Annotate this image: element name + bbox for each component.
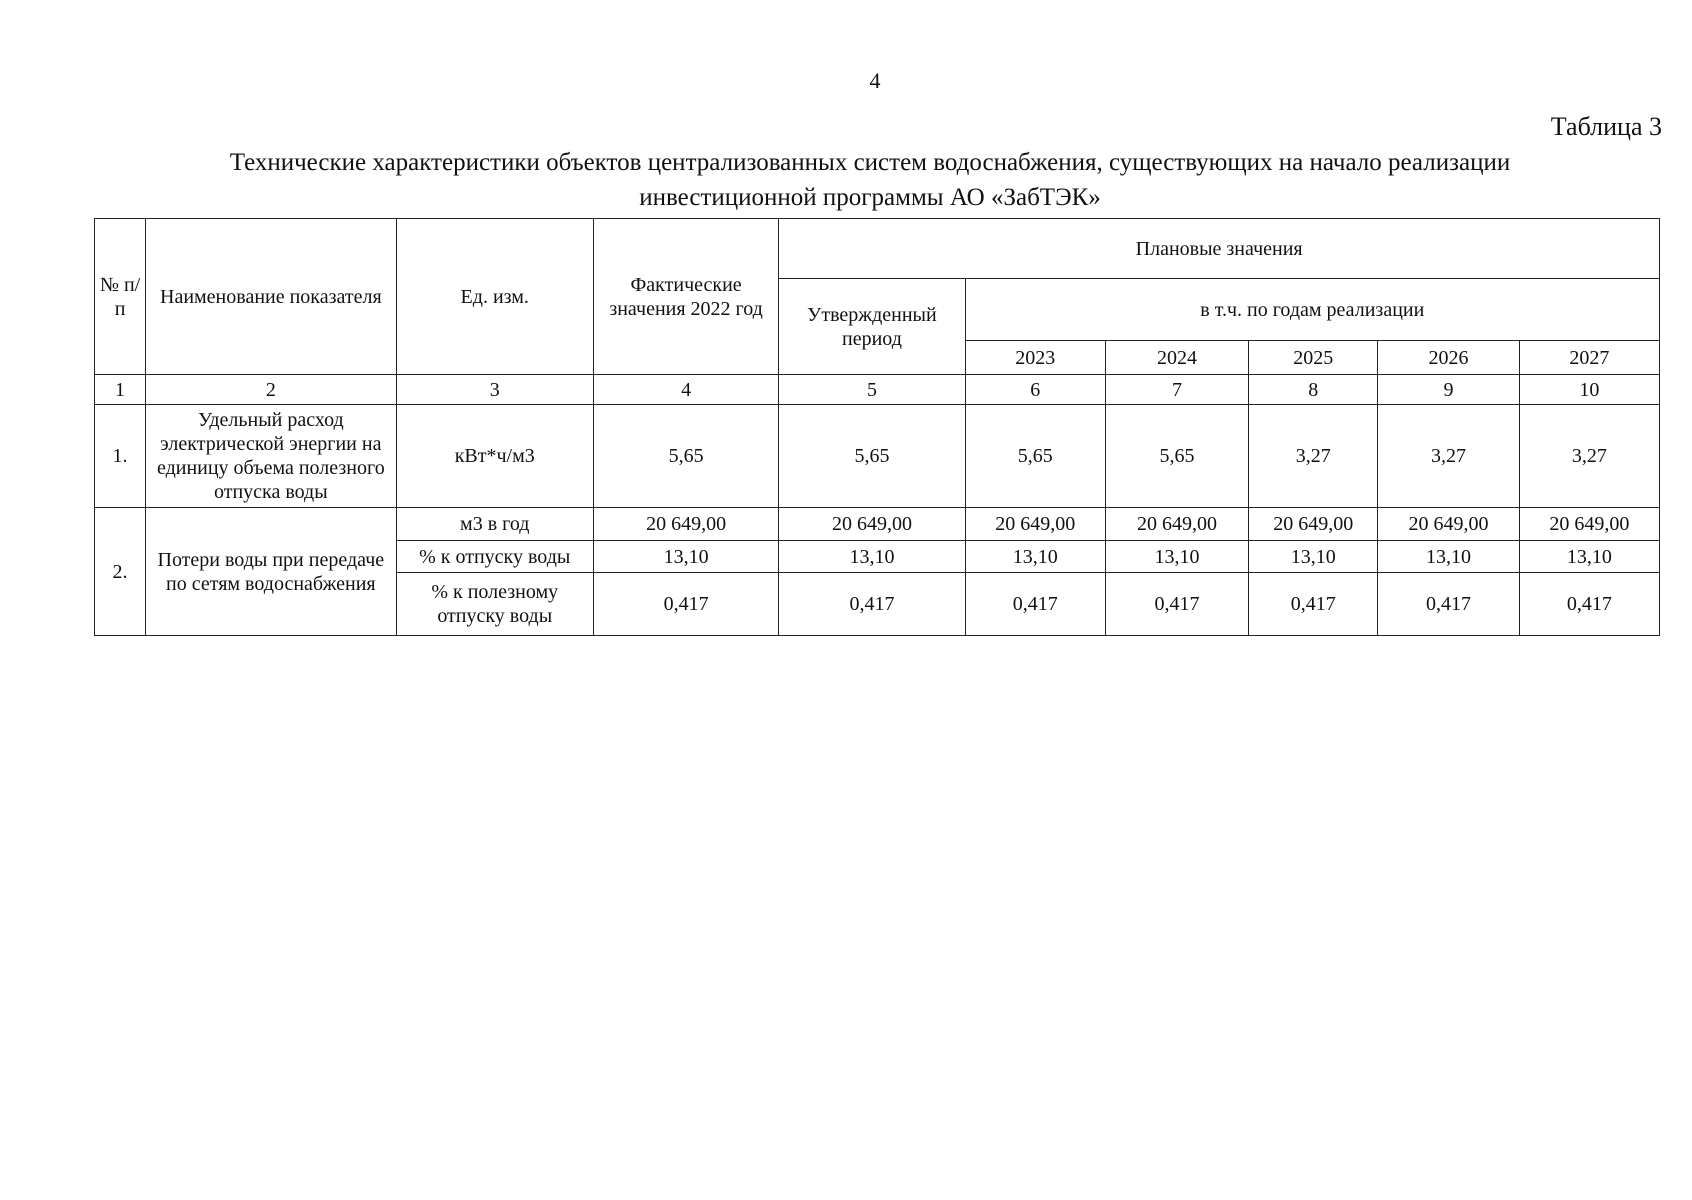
- header-year: 2023: [965, 341, 1105, 375]
- header-name: Наименование показателя: [146, 219, 396, 375]
- header-planned: Плановые значения: [779, 219, 1660, 279]
- header-row-1: [95, 219, 1660, 279]
- value-cell: 20 649,00: [1378, 508, 1519, 541]
- page-number: 4: [869, 68, 881, 93]
- header-unit: Ед. изм.: [396, 219, 593, 375]
- value-cell: 13,10: [965, 541, 1105, 573]
- value-cell: 13,10: [1378, 541, 1519, 573]
- column-numbers-row: [95, 375, 1660, 405]
- row-unit: м3 в год: [396, 508, 593, 541]
- header-year: 2024: [1105, 341, 1248, 375]
- value-cell: 3,27: [1519, 405, 1659, 508]
- header-year: 2025: [1249, 341, 1378, 375]
- value-cell: 13,10: [1249, 541, 1378, 573]
- technical-characteristics-table: [94, 218, 1660, 636]
- column-number: 10: [1519, 375, 1659, 405]
- column-number: 5: [779, 375, 965, 405]
- row-name: Удельный расход электрической энергии на единицу объема полезного отпуска воды: [146, 405, 396, 508]
- value-cell: 13,10: [593, 541, 778, 573]
- column-number: 6: [965, 375, 1105, 405]
- value-cell: 0,417: [779, 573, 965, 636]
- table-row: [95, 405, 1660, 508]
- column-number: 7: [1105, 375, 1248, 405]
- value-cell: 20 649,00: [1105, 508, 1248, 541]
- value-cell: 0,417: [1519, 573, 1659, 636]
- row-unit: % к полезному отпуску воды: [396, 573, 593, 636]
- column-number: 1: [95, 375, 146, 405]
- value-cell: 0,417: [1249, 573, 1378, 636]
- header-num: № п/п: [95, 219, 146, 375]
- column-number: 4: [593, 375, 778, 405]
- header-actual: Фактические значения 2022 год: [593, 219, 778, 375]
- value-cell: 5,65: [779, 405, 965, 508]
- value-cell: 5,65: [965, 405, 1105, 508]
- value-cell: 0,417: [593, 573, 778, 636]
- value-cell: 20 649,00: [1249, 508, 1378, 541]
- value-cell: 20 649,00: [593, 508, 778, 541]
- header-year: 2027: [1519, 341, 1659, 375]
- value-cell: 0,417: [965, 573, 1105, 636]
- value-cell: 3,27: [1378, 405, 1519, 508]
- column-number: 8: [1249, 375, 1378, 405]
- value-cell: 13,10: [779, 541, 965, 573]
- value-cell: 20 649,00: [965, 508, 1105, 541]
- value-cell: 13,10: [1519, 541, 1659, 573]
- value-cell: 5,65: [1105, 405, 1248, 508]
- row-num: 2.: [95, 508, 146, 636]
- header-by-years: в т.ч. по годам реализации: [965, 279, 1659, 341]
- column-number: 3: [396, 375, 593, 405]
- table-caption: Таблица 3: [1550, 112, 1662, 141]
- column-number: 9: [1378, 375, 1519, 405]
- row-num: 1.: [95, 405, 146, 508]
- value-cell: 20 649,00: [1519, 508, 1659, 541]
- value-cell: 0,417: [1105, 573, 1248, 636]
- header-approved: Утвержденный период: [779, 279, 965, 375]
- header-year: 2026: [1378, 341, 1519, 375]
- value-cell: 13,10: [1105, 541, 1248, 573]
- value-cell: 0,417: [1378, 573, 1519, 636]
- value-cell: 20 649,00: [779, 508, 965, 541]
- row-unit: кВт*ч/м3: [396, 405, 593, 508]
- table-row: [95, 508, 1660, 541]
- row-name: Потери воды при передаче по сетям водоснабжения: [146, 508, 396, 636]
- value-cell: 5,65: [593, 405, 778, 508]
- table-title: Технические характеристики объектов централизованных систем водоснабжения, существующих на начало реализации инвестиционной программы АО «ЗабТЭК»: [229, 149, 1511, 211]
- value-cell: 3,27: [1249, 405, 1378, 508]
- column-number: 2: [146, 375, 396, 405]
- row-unit: % к отпуску воды: [396, 541, 593, 573]
